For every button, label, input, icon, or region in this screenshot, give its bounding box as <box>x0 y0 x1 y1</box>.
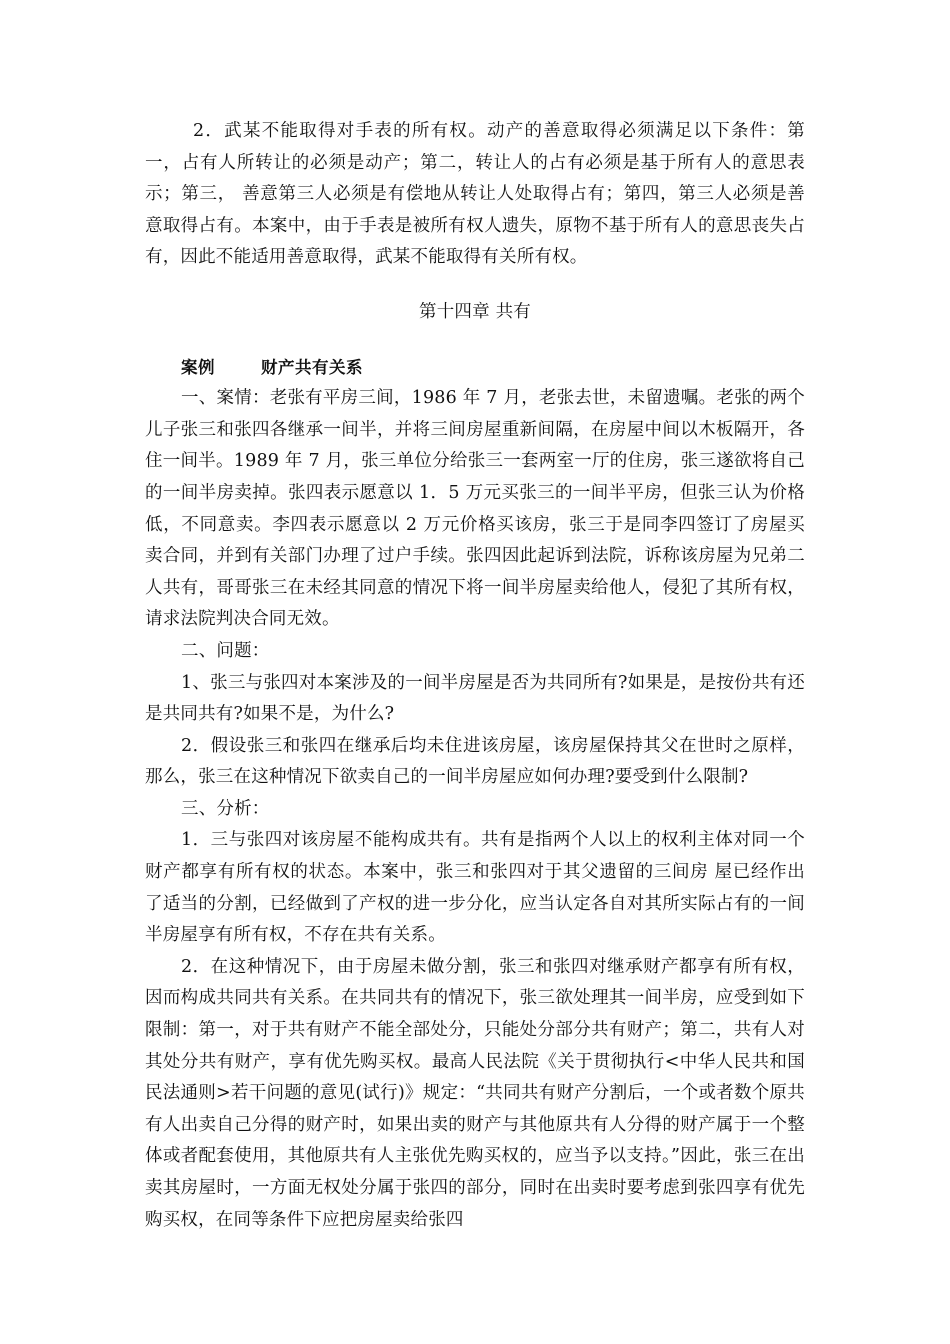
analysis-2: 2．在这种情况下，由于房屋未做分割，张三和张四对继承财产都享有所有权，因而构成共同共有关系。在共同共有的情况下，张三欲处理其一间半房，应受到如下限制：第一，对于共有财产不能全部处分，只能处分部分共有财产；第二，共有人对其处分共有财产，享有优先购买权。最高人民法院《关于贯彻执行<中华人民共和国民法通则>若干问题的意见(试行)》规定：“共同共有财产分割后，一个或者数个原共有人出卖自己分得的财产时，如果出卖的财产与其他原共有人分得的财产属于一个整体或者配套使用，其他原共有人主张优先购买权的，应当予以支持。”因此，张三在出卖其房屋时，一方面无权处分属于张四的部分，同时在出卖时要考虑到张四享有优先购买权，在同等条件下应把房屋卖给张四 <box>145 956 805 1230</box>
chapter-title: 第十四章 共有 <box>419 301 531 322</box>
questions-heading: 二、问题： <box>181 640 270 661</box>
analysis-heading: 三、分析： <box>181 798 270 819</box>
top-paragraph: 2．武某不能取得对手表的所有权。动产的善意取得必须满足以下条件：第一，占有人所转让的必须是动产；第二，转让人的占有必须是基于所有人的意思表示；第三， 善意第三人必须是有偿地从转让人处取得占有；第四，第三人必须是善意取得占有。本案中，由于手表是被所有权人遗失，原物不基于所有人的意思丧失占有，因此不能适用善意取得，武某不能取得有关所有权。 <box>145 121 805 268</box>
question-2: 2．假设张三和张四在继承后均未住进该房屋，该房屋保持其父在世时之原样，那么，张三在这种情况下欲卖自己的一间半房屋应如何办理?要受到什么限制? <box>145 735 805 788</box>
case-title: 财产共有关系 <box>261 357 363 377</box>
question-1: 1、张三与张四对本案涉及的一间半房屋是否为共同所有?如果是，是按份共有还是共同共有?如果不是，为什么? <box>145 672 805 725</box>
document-body <box>145 116 805 1236</box>
facts-paragraph: 一、案情：老张有平房三间，1986 年 7 月，老张去世，未留遗嘱。老张的两个儿子张三和张四各继承一间半，并将三间房屋重新间隔，在房屋中间以木板隔开，各住一间半。1989 年 7 月，张三单位分给张三一套两室一厅的住房，张三遂欲将自己的一间半房卖掉。张四表示愿意以 1．5 万元买张三的一间半平房，但张三认为价格低，不同意卖。李四表示愿意以 2 万元价格买该房，张三于是同李四签订了房屋买卖合同，并到有关部门办理了过户手续。张四因此起诉到法院，诉称该房屋为兄弟二人共有，哥哥张三在未经其同意的情况下将一间半房屋卖给他人，侵犯了其所有权，请求法院判决合同无效。 <box>145 388 805 630</box>
case-label: 案例 <box>181 357 215 377</box>
case-heading <box>145 352 805 384</box>
analysis-1: 1．三与张四对该房屋不能构成共有。共有是指两个人以上的权利主体对同一个财产都享有所有权的状态。本案中，张三和张四对于其父遗留的三间房 屋已经作出了适当的分割，已经做到了产权的进一步分化，应当认定各自对其所实际占有的一间半房屋享有所有权，不存在共有关系。 <box>145 830 805 946</box>
